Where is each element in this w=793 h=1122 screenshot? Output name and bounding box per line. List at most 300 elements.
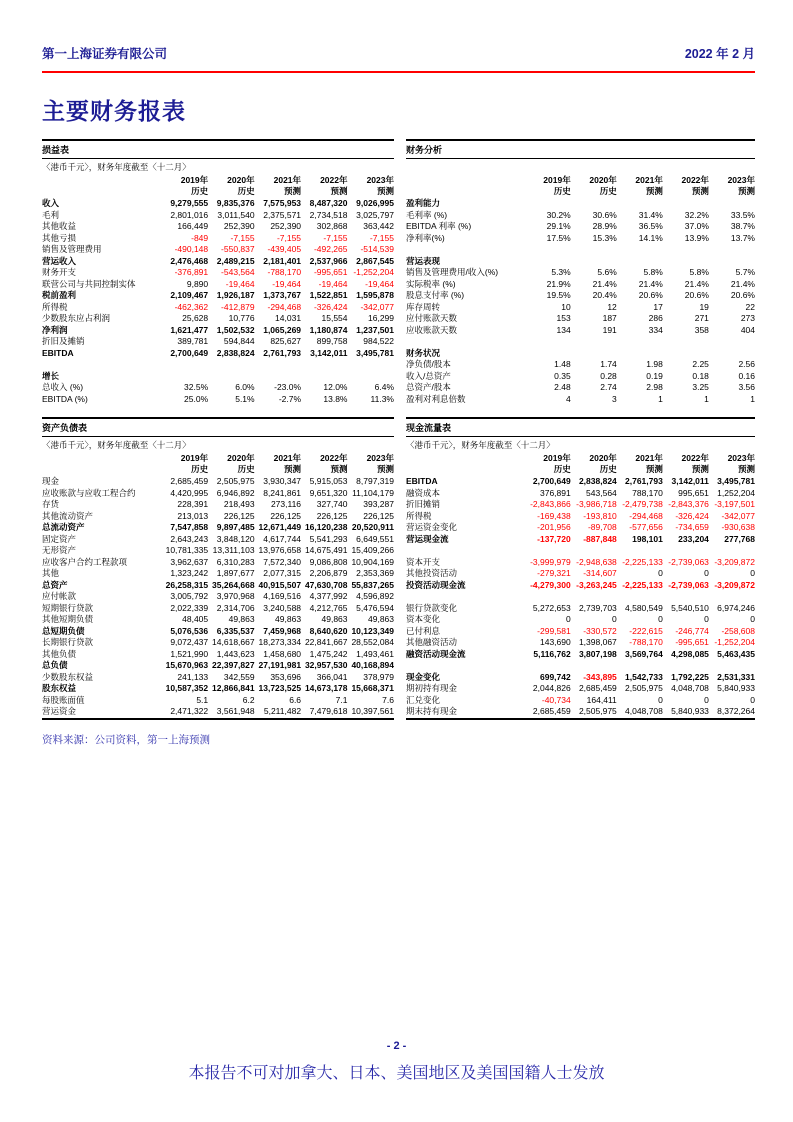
column-header-empty: [406, 173, 525, 198]
cell-value: 49,863: [228, 614, 255, 624]
cell-value: 8,487,320: [309, 198, 348, 208]
cell-value: 2,867,545: [356, 255, 394, 266]
table-row: [406, 488, 755, 500]
table-row: [42, 488, 394, 500]
column-header: 2019年 历史: [180, 453, 209, 474]
cell-value: 2,537,966: [309, 255, 348, 266]
cell-value: -3,209,872: [714, 556, 755, 567]
cell-value: 28,552,084: [351, 637, 394, 647]
cell-value: 19: [699, 301, 709, 312]
cell-value: -3,986,718: [576, 499, 617, 509]
table-row: [406, 302, 755, 314]
cell-value: -19,464: [272, 278, 302, 289]
column-header: 2023年 预测: [366, 453, 394, 474]
cell-value: 1,493,461: [356, 648, 394, 659]
cell-value: 4,420,995: [170, 487, 209, 498]
cell-value: [255, 371, 301, 383]
row-label: 销售及管理费用/收入(%): [406, 267, 499, 277]
cell-value: 48,405: [182, 614, 209, 624]
cell-value: -2,948,638: [576, 556, 617, 567]
table-row: [406, 267, 755, 279]
column-header: 2022年 预测: [681, 453, 709, 474]
cell-value: -330,572: [583, 625, 617, 636]
cell-value: -314,607: [583, 568, 617, 578]
header-divider: [42, 71, 755, 73]
section-header-row: [406, 348, 755, 360]
spacer-cell: [406, 660, 755, 672]
cell-value: 1: [658, 393, 663, 404]
cell-value: -201,956: [537, 522, 571, 532]
cell-value: 5.1%: [235, 393, 255, 404]
cell-value: 358: [694, 324, 709, 335]
table-row: [42, 649, 394, 661]
cell-value: -326,424: [313, 301, 348, 312]
table-row: [406, 534, 755, 546]
cell-value: 2,700,649: [532, 476, 571, 486]
cell-value: 55,837,265: [351, 579, 394, 590]
table-row: [406, 325, 755, 337]
cell-value: -4,279,300: [530, 579, 571, 590]
cell-value: 1,065,269: [263, 324, 302, 335]
cell-value: 899,758: [316, 336, 348, 346]
cell-value: 2,739,703: [578, 602, 617, 613]
cell-value: 5,211,482: [263, 706, 302, 716]
table-row: [42, 279, 394, 291]
cell-value: -849: [191, 232, 209, 243]
row-label: 税前盈利: [42, 290, 77, 300]
cell-value: -2,739,063: [668, 579, 709, 590]
table-row: [42, 221, 394, 233]
spacer-cell: [42, 359, 394, 371]
table-row: [42, 511, 394, 523]
cell-value: 13,976,658: [258, 545, 302, 555]
cell-value: -1,252,204: [353, 267, 394, 277]
table-row: [42, 580, 394, 592]
cell-value: 16,299: [368, 313, 394, 323]
table-row: [42, 348, 394, 360]
cell-value: 273,116: [270, 499, 302, 509]
column-header-empty: [42, 173, 162, 198]
row-label: 其他收益: [42, 221, 77, 231]
cell-value: 20.6%: [730, 290, 755, 300]
cell-value: 2,734,518: [309, 209, 348, 220]
row-label: 现金: [42, 476, 60, 486]
row-label: 净利润: [42, 324, 68, 335]
cell-value: 4,169,516: [263, 591, 302, 601]
table-row: [42, 557, 394, 569]
column-header: 2021年 预测: [273, 453, 302, 474]
cell-value: 2,314,706: [216, 602, 255, 613]
table-row: [42, 660, 394, 672]
table-row: [406, 649, 755, 661]
cell-value: 30.2%: [546, 209, 571, 220]
column-header: 2020年 历史: [589, 175, 617, 196]
cell-value: [709, 198, 755, 210]
cell-value: 2.25: [692, 359, 709, 369]
table-row: [42, 614, 394, 626]
cell-value: 5,076,536: [170, 625, 209, 636]
cell-value: 6,335,537: [216, 625, 255, 636]
table-title: 损益表: [42, 141, 394, 159]
table-row: [42, 683, 394, 695]
cell-value: 17: [653, 301, 663, 312]
cell-value: 1,398,067: [578, 637, 617, 647]
row-label: 其他融资活动: [406, 637, 458, 647]
row-label: 无形资产: [42, 545, 77, 555]
cell-value: 825,627: [270, 336, 302, 346]
cell-value: 22,841,667: [304, 637, 348, 647]
table-row: [406, 371, 755, 383]
cell-value: 699,742: [539, 671, 571, 682]
cell-value: 14,031: [275, 313, 302, 323]
cell-value: 2,685,459: [532, 706, 571, 716]
table-row: [42, 336, 394, 348]
cell-value: -7,155: [369, 232, 394, 243]
cell-value: 11.3%: [370, 393, 394, 404]
cell-value: 37.0%: [684, 221, 709, 231]
cell-value: 32,957,530: [304, 660, 348, 670]
page-title: 主要财务报表: [42, 98, 186, 124]
cell-value: 3.56: [738, 382, 755, 392]
cell-value: 5,840,933: [671, 706, 709, 716]
cell-value: 2,077,315: [263, 568, 302, 578]
cell-value: -2,843,376: [668, 499, 709, 509]
row-label: 长期银行贷款: [42, 637, 94, 647]
cell-value: 241,133: [177, 671, 209, 682]
table-row: [406, 210, 755, 222]
data-table: [406, 173, 755, 405]
row-label: 所得税: [406, 510, 432, 521]
column-header-row: [406, 173, 755, 198]
cell-value: 49,863: [321, 614, 348, 624]
row-label: 短期银行贷款: [42, 602, 94, 613]
cell-value: 228,391: [177, 499, 209, 509]
cell-value: 334: [648, 324, 663, 335]
cell-value: -577,656: [629, 522, 663, 532]
cell-value: 1,180,874: [309, 324, 348, 335]
company-name: 第一上海证券有限公司: [42, 47, 168, 61]
cell-value: [571, 256, 617, 268]
cell-value: 20.6%: [684, 290, 709, 300]
cell-value: [617, 198, 663, 210]
cell-value: 233,204: [678, 533, 709, 544]
table-row: [406, 221, 755, 233]
spacer-row: [406, 545, 755, 557]
column-header: 2022年 预测: [320, 175, 348, 196]
cell-value: 1,475,242: [309, 648, 348, 659]
row-label: 营运资金: [42, 706, 77, 716]
cell-value: 2,375,571: [263, 209, 302, 220]
row-label: 营运收入: [42, 255, 77, 266]
row-label: 存货: [42, 499, 60, 509]
row-label: 其他亏损: [42, 232, 77, 243]
cell-value: -2.7%: [278, 393, 302, 404]
row-label: 毛利率 (%): [406, 209, 448, 220]
row-label: 营运现金流: [406, 533, 449, 544]
cell-value: 4: [565, 393, 571, 404]
cell-value: 19.5%: [546, 290, 571, 300]
cell-value: -543,564: [221, 267, 255, 277]
cell-value: 5.7%: [735, 267, 755, 277]
cell-value: 213,013: [177, 510, 209, 521]
table-row: [406, 603, 755, 615]
row-label: 销售及管理费用: [42, 244, 102, 254]
cell-value: 9,897,485: [216, 522, 255, 532]
cell-value: 21.4%: [592, 278, 617, 289]
cell-value: 389,781: [177, 336, 209, 346]
cell-value: 1,542,733: [625, 671, 663, 682]
row-label: EBITDA 利率 (%): [406, 221, 472, 231]
cell-value: -294,468: [629, 510, 663, 521]
cell-value: -412,879: [221, 301, 255, 312]
cell-value: 20.6%: [638, 290, 663, 300]
data-table: [406, 451, 755, 718]
cell-value: 366,041: [316, 671, 348, 682]
cell-value: 3,848,120: [216, 533, 255, 544]
table-title: 财务分析: [406, 141, 755, 159]
row-label: 总收入 (%): [42, 382, 84, 392]
cash-flow-table: [406, 417, 755, 720]
cell-value: 252,390: [223, 221, 255, 231]
row-label: 应付账款天数: [406, 313, 458, 323]
cell-value: -7,155: [323, 232, 348, 243]
row-label: 财务开支: [42, 267, 77, 277]
table-row: [406, 672, 755, 684]
cell-value: 10,781,335: [165, 545, 209, 555]
table-row: [406, 233, 755, 245]
row-label: 营运表现: [406, 255, 441, 266]
cell-value: 35,264,668: [212, 579, 255, 590]
row-label: 净负债/股本: [406, 359, 451, 369]
table-row: [42, 568, 394, 580]
source-note: 资料来源：公司资料，第一上海预测: [42, 733, 210, 746]
financial-tables-grid: [42, 139, 755, 720]
cell-value: 0.18: [692, 370, 709, 381]
column-header: 2022年 预测: [681, 175, 709, 196]
column-header: 2023年 预测: [727, 453, 755, 474]
row-label: 其他: [42, 568, 60, 578]
cell-value: 1,926,187: [216, 290, 255, 300]
table-row: [406, 557, 755, 569]
income-statement-table: [42, 139, 394, 405]
cell-value: 1,595,878: [356, 290, 394, 300]
row-label: 融资成本: [406, 487, 441, 498]
cell-value: 4,377,992: [309, 591, 348, 601]
cell-value: 30.6%: [592, 209, 617, 220]
cell-value: 3,025,797: [356, 209, 394, 220]
cell-value: 1,502,532: [216, 324, 255, 335]
cell-value: 0.16: [738, 370, 755, 381]
cell-value: 6,649,551: [356, 533, 394, 544]
table-row: [42, 603, 394, 615]
table-row: [42, 198, 394, 210]
table-row: [42, 313, 394, 325]
cell-value: 13.7%: [730, 232, 755, 243]
spacer-row: [406, 591, 755, 603]
cell-value: 6.0%: [235, 382, 255, 392]
table-subtitle: 〈港币千元〉，财务年度截至〈十二月〉: [42, 440, 191, 450]
table-row: [406, 695, 755, 707]
cell-value: 15.3%: [592, 232, 617, 243]
cell-value: 14.1%: [638, 232, 663, 243]
cell-value: [571, 198, 617, 210]
cell-value: 153: [556, 313, 571, 323]
cell-value: -246,774: [675, 625, 709, 636]
spacer-row: [406, 336, 755, 348]
row-label: 应收账款天数: [406, 324, 458, 335]
cell-value: 543,564: [586, 487, 617, 498]
cell-value: 2,044,826: [532, 683, 571, 693]
table-row: [42, 290, 394, 302]
cell-value: 327,740: [316, 499, 348, 509]
row-label: 增长: [42, 370, 60, 381]
table-row: [406, 522, 755, 534]
row-label: 其他负债: [42, 648, 77, 659]
cell-value: [571, 348, 617, 360]
cell-value: [208, 371, 254, 383]
row-label: EBITDA (%): [42, 393, 88, 404]
cell-value: 4,048,708: [625, 706, 663, 716]
cell-value: 143,690: [539, 637, 571, 647]
cell-value: 2.74: [600, 382, 617, 392]
table-row: [42, 522, 394, 534]
cell-value: 0.35: [554, 370, 571, 381]
cell-value: 8,241,861: [263, 487, 302, 498]
row-label: 每股账面值: [42, 694, 85, 705]
cell-value: -343,895: [583, 671, 617, 682]
spacer-cell: [406, 244, 755, 256]
cell-value: -376,891: [174, 267, 209, 277]
table-row: [406, 637, 755, 649]
cell-value: 6,946,892: [216, 487, 255, 498]
cell-value: 7,479,618: [309, 706, 348, 716]
cell-value: 12,671,449: [258, 522, 302, 532]
cell-value: 5.8%: [643, 267, 663, 277]
table-row: [42, 382, 394, 394]
table-row: [406, 313, 755, 325]
cell-value: [663, 348, 709, 360]
data-table: [42, 451, 394, 718]
spacer-cell: [406, 336, 755, 348]
cell-value: 9,279,555: [170, 198, 209, 208]
cell-value: -2,225,133: [622, 556, 663, 567]
table-row: [42, 394, 394, 406]
row-label: 应付帐款: [42, 591, 77, 601]
cell-value: 40,168,894: [351, 660, 394, 670]
cell-value: 3,807,198: [578, 648, 617, 659]
row-label: 银行贷款变化: [406, 602, 458, 613]
cell-value: [663, 256, 709, 268]
table-row: [406, 476, 755, 488]
cell-value: [525, 348, 571, 360]
cell-value: -995,651: [313, 267, 348, 277]
row-label: 总流动资产: [42, 522, 85, 532]
cell-value: -137,720: [537, 533, 571, 544]
cell-value: 2,761,793: [625, 476, 663, 486]
row-label: 收入: [42, 198, 60, 208]
cell-value: 9,651,320: [309, 487, 348, 498]
cell-value: 13.8%: [323, 393, 348, 404]
cell-value: 2,109,467: [170, 290, 209, 300]
cell-value: -258,608: [721, 625, 755, 636]
cell-value: -3,263,245: [576, 579, 617, 590]
cell-value: 984,522: [363, 336, 394, 346]
cell-value: 788,170: [632, 487, 663, 498]
table-row: [42, 210, 394, 222]
cell-value: [709, 348, 755, 360]
cell-value: 342,559: [223, 671, 255, 682]
cell-value: 0: [750, 694, 755, 705]
cell-value: -294,468: [267, 301, 302, 312]
cell-value: 25,628: [182, 313, 209, 323]
cell-value: 1,792,225: [671, 671, 709, 682]
cell-value: 6.6: [289, 694, 302, 705]
cell-value: 376,891: [539, 487, 571, 498]
row-label: 少数股东应占利润: [42, 313, 111, 323]
cell-value: 7,575,953: [263, 198, 302, 208]
cell-value: -222,615: [629, 625, 663, 636]
table-row: [42, 325, 394, 337]
row-label: 其他投资活动: [406, 568, 458, 578]
cell-value: 5.3%: [551, 267, 571, 277]
cell-value: 5,476,594: [356, 602, 394, 613]
cell-value: -7,155: [276, 232, 302, 243]
cell-value: 22,397,827: [212, 660, 255, 670]
cell-value: -279,321: [537, 568, 571, 578]
cell-value: 1: [750, 393, 755, 404]
column-header-row: [406, 451, 755, 476]
cell-value: 49,863: [275, 614, 302, 624]
cell-value: 32.2%: [684, 209, 709, 220]
cell-value: 3,569,764: [625, 648, 663, 659]
table-row: [406, 626, 755, 638]
table-subtitle: 〈港币千元〉，财务年度截至〈十二月〉: [406, 440, 555, 450]
cell-value: 10,587,352: [165, 683, 209, 693]
cell-value: 0: [704, 694, 709, 705]
spacer-cell: [406, 591, 755, 603]
cell-value: -492,265: [313, 244, 348, 254]
cell-value: 5.1: [196, 694, 209, 705]
cell-value: 21.4%: [638, 278, 663, 289]
row-label: 收入/总资产: [406, 370, 451, 381]
table-row: [42, 672, 394, 684]
report-date: 2022 年 2 月: [684, 47, 755, 61]
row-label: 融资活动现金流: [406, 648, 466, 659]
cell-value: 2,700,649: [170, 347, 209, 358]
cell-value: 4,048,708: [671, 683, 709, 693]
cell-value: 15,670,963: [165, 660, 209, 670]
cell-value: [525, 198, 571, 210]
cell-value: 4,298,085: [671, 648, 709, 659]
cell-value: 1,443,623: [216, 648, 255, 659]
spacer-row: [42, 359, 394, 371]
cell-value: -490,148: [174, 244, 209, 254]
cell-value: -788,170: [629, 637, 663, 647]
cell-value: 15,554: [321, 313, 348, 323]
cell-value: -788,170: [267, 267, 302, 277]
cell-value: 226,125: [270, 510, 302, 521]
table-row: [406, 279, 755, 291]
cell-value: 5,915,053: [309, 476, 348, 486]
cell-value: 353,696: [270, 671, 302, 682]
cell-value: 3,011,540: [217, 209, 255, 220]
cell-value: 9,026,995: [356, 198, 394, 208]
cell-value: 0: [658, 614, 663, 624]
cell-value: 13,311,103: [212, 545, 255, 555]
cell-value: 226,125: [363, 510, 394, 521]
row-label: 盈利对利息倍数: [406, 393, 466, 404]
column-header: 2020年 历史: [227, 175, 255, 196]
